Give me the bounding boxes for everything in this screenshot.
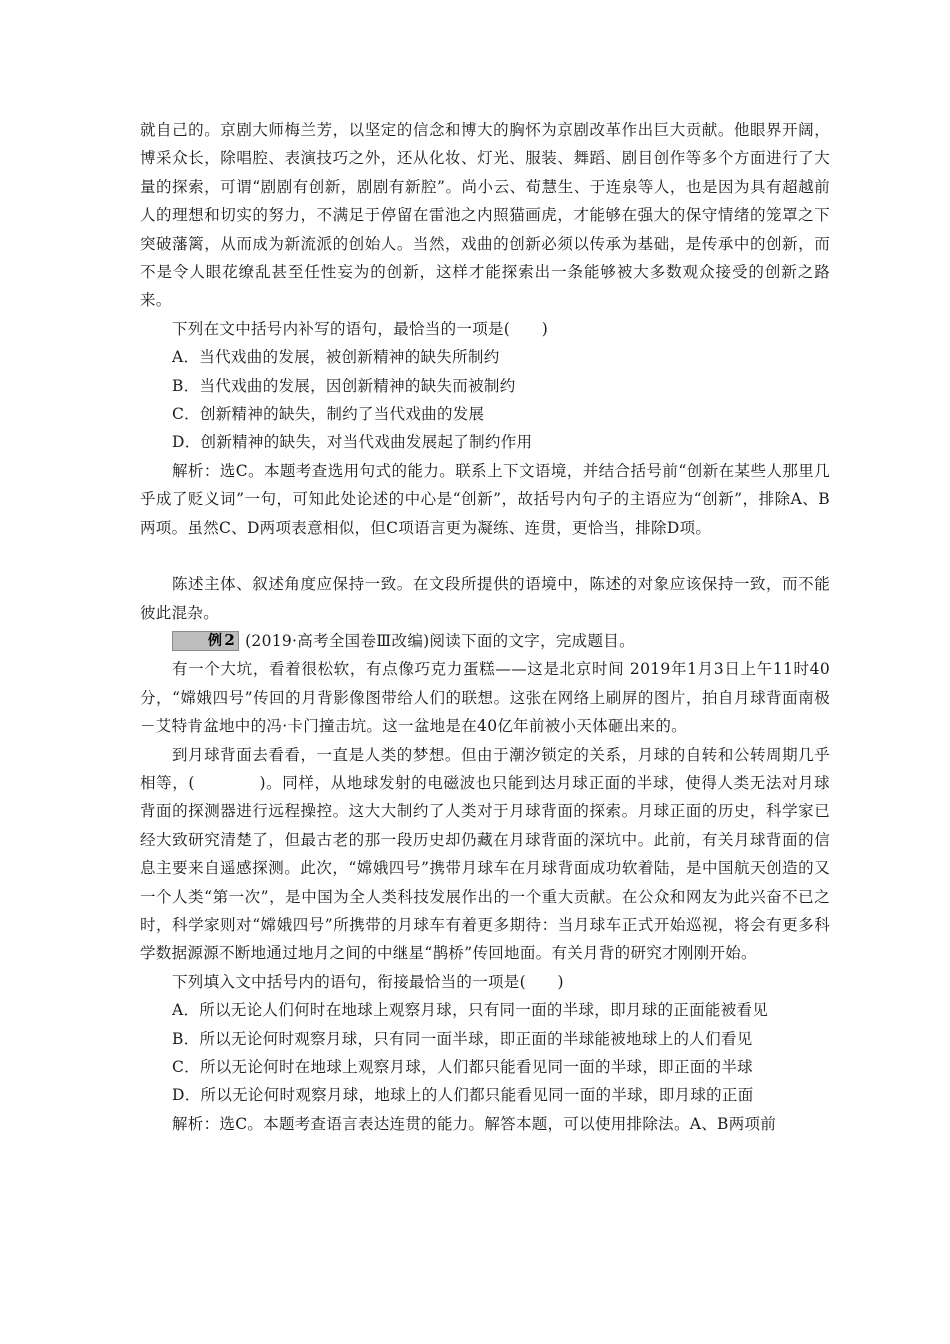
option-a: A．所以无论人们何时在地球上观察月球，只有同一面的半球，即月球的正面能被看见 xyxy=(172,1001,769,1020)
option-c: C．所以无论何时在地球上观察月球，人们都只能看见同一面的半球，即正面的半球 xyxy=(172,1058,753,1076)
option-c: C．创新精神的缺失，制约了当代戏曲的发展 xyxy=(172,405,485,424)
analysis-paragraph: 解析：选C。本题考查选用句式的能力。联系上下文语境，并结合括号前“创新在某些人那里几乎成了贬义词”一句，可知此处论述的中心是“创新”，故括号内句子的主语应为“创新”，排除A、B两项。虽然C、D两项表意相似，但C项语言更为凝练、连贯，更恰当，排除D项。 xyxy=(140,461,830,537)
question-stem: 下列在文中括号内补写的语句，最恰当的一项是( ) xyxy=(172,319,549,338)
question-stem: 下列填入文中括号内的语句，衔接最恰当的一项是( ) xyxy=(172,972,564,991)
passage-paragraph: 到月球背面去看看，一直是人类的梦想。但由于潮汐锁定的关系，月球的自转和公转周期几乎相等，( )。同样，从地球发射的电磁波也只能到达月球正面的半球，使得人类无法对月球背面的探测器进行远程操控。这大大制约了人类对于月球背面的探索。月球正面的历史，科学家已经大致研究清楚了，但最古老的那一段历史却仍藏在月球背面的深坑中。此前，有关月球背面的信息主要来自遥感探测。此次，“嫦娥四号”携带月球车在月球背面成功软着陆，是中国航天创造的又一个人类“第一次”，是中国为全人类科技发展作出的一个重大贡献。在公众和网友为此兴奋不已之时，科学家则对“嫦娥四号”所携带的月球车有着更多期待：当月球车正式开始巡视，将会有更多科学数据源源不断地通过地月之间的中继星“鹊桥”传回地面。有关月背的研究才刚刚开始。 xyxy=(140,745,830,963)
tip-paragraph: 陈述主体、叙述角度应保持一致。在文段所提供的语境中，陈述的对象应该保持一致，而不能彼此混杂。 xyxy=(140,575,830,622)
example-badge xyxy=(172,631,239,651)
example-heading xyxy=(140,627,830,655)
option-a: A．当代戏曲的发展，被创新精神的缺失所制约 xyxy=(172,348,500,367)
example-badge-number: 2 xyxy=(224,630,236,649)
example-badge-label: 例 xyxy=(208,632,223,649)
document-body xyxy=(140,116,830,1138)
analysis-paragraph: 解析：选C。本题考查语言表达连贯的能力。解答本题，可以使用排除法。A、B两项前 xyxy=(172,1114,777,1133)
example-intro: (2019·高考全国卷Ⅲ改编)阅读下面的文字，完成题目。 xyxy=(245,631,635,650)
option-d: D．创新精神的缺失，对当代戏曲发展起了制约作用 xyxy=(172,433,533,452)
option-b: B．所以无论何时观察月球，只有同一面半球，即正面的半球能被地球上的人们看见 xyxy=(172,1029,753,1048)
passage-paragraph: 就自己的。京剧大师梅兰芳，以坚定的信念和博大的胸怀为京剧改革作出巨大贡献。他眼界开阔，博采众长，除唱腔、表演技巧之外，还从化妆、灯光、服装、舞蹈、剧目创作等多个方面进行了大量的探索，可谓“剧剧有创新，剧剧有新腔”。尚小云、荀慧生、于连泉等人，也是因为具有超越前人的理想和切实的努力，不满足于停留在雷池之内照猫画虎，才能够在强大的保守情绪的笼罩之下突破藩篱，从而成为新流派的创始人。当然，戏曲的创新必须以传承为基础，是传承中的创新，而不是令人眼花缭乱甚至任性妄为的创新，这样才能探索出一条能够被大多数观众接受的创新之路来。 xyxy=(140,121,830,310)
option-b: B．当代戏曲的发展，因创新精神的缺失而被制约 xyxy=(172,376,516,395)
option-d: D．所以无论何时观察月球，地球上的人们都只能看见同一面的半球，即月球的正面 xyxy=(172,1086,754,1105)
passage-paragraph: 有一个大坑，看着很松软，有点像巧克力蛋糕——这是北京时间 2019年1月3日上午11时40分，“嫦娥四号”传回的月背影像图带给人们的联想。这张在网络上刷屏的图片，拍自月球背面南极－艾特肯盆地中的冯·卡门撞击坑。这一盆地是在40亿年前被小天体砸出来的。 xyxy=(140,660,830,736)
section-spacer xyxy=(140,542,830,570)
